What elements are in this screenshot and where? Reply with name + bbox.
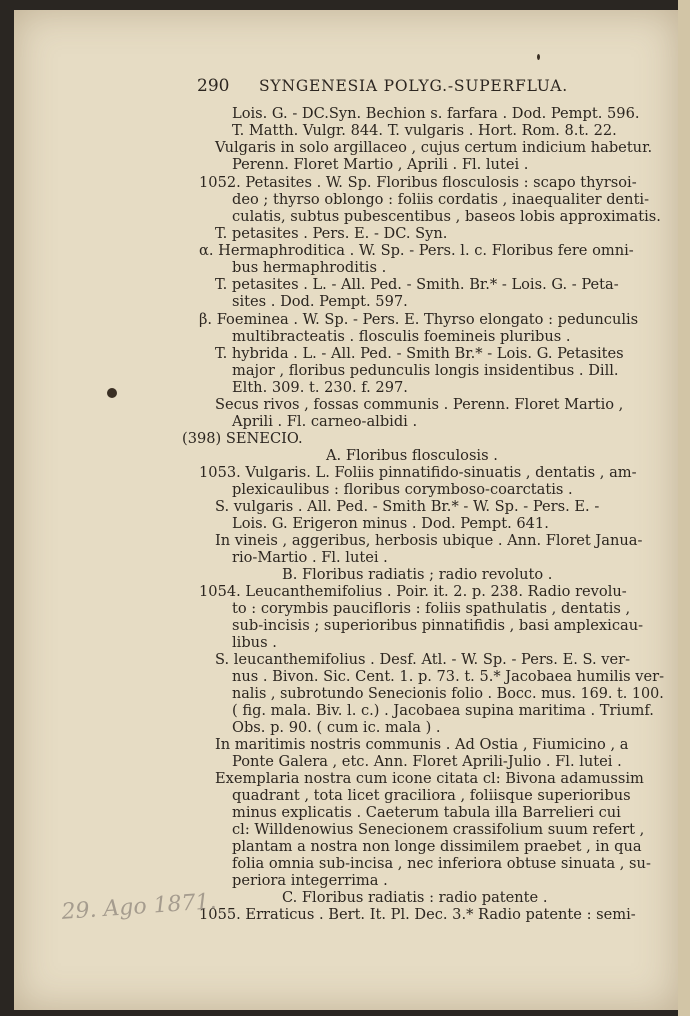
- text-line: Obs. p. 90. ( cum ic. mala ) .: [232, 719, 441, 736]
- text-line: Elth. 309. t. 230. f. 297.: [232, 379, 408, 396]
- text-line: quadrant , tota licet graciliora , foliisque superioribus: [232, 787, 631, 804]
- text-line: Perenn. Floret Martio , Aprili . Fl. lutei .: [232, 156, 529, 173]
- text-line: nus . Bivon. Sic. Cent. 1. p. 73. t. 5.* Jacobaea humilis ver-: [232, 668, 665, 685]
- text-line: sub-incisis ; superioribus pinnatifidis , basi amplexicau-: [232, 617, 644, 634]
- text-line: 1054. Leucanthemifolius . Poir. it. 2. p. 238. Radio revolu-: [199, 583, 627, 600]
- page-edge: [678, 0, 690, 1016]
- text-line: ( fig. mala. Biv. l. c.) . Jacobaea supina maritima . Triumf.: [232, 702, 654, 719]
- text-line: In maritimis nostris communis . Ad Ostia , Fiumicino , a: [215, 736, 629, 753]
- text-line: α. Hermaphroditica . W. Sp. - Pers. l. c. Floribus fere omni-: [199, 242, 634, 259]
- text-line: S. leucanthemifolius . Desf. Atl. - W. Sp. - Pers. E. S. ver-: [215, 651, 631, 668]
- text-line: β. Foeminea . W. Sp. - Pers. E. Thyrso elongato : pedunculis: [199, 311, 639, 328]
- text-line: T. hybrida . L. - All. Ped. - Smith Br.* - Lois. G. Petasites: [215, 345, 624, 362]
- text-line: bus hermaphroditis .: [232, 259, 387, 276]
- text-line: 1052. Petasites . W. Sp. Floribus flosculosis : scapo thyrsoi-: [199, 174, 637, 191]
- text-line: plantam a nostra non longe dissimilem praebet , in qua: [232, 838, 642, 855]
- text-line: Aprili . Fl. carneo-albidi .: [232, 413, 418, 430]
- text-line: 1055. Erraticus . Bert. It. Pl. Dec. 3.* Radio patente : semi-: [199, 906, 636, 923]
- text-line: periora integerrima .: [232, 872, 388, 889]
- text-line: Lois. G. - DC.Syn. Bechion s. farfara . Dod. Pempt. 596.: [232, 105, 640, 122]
- text-line: folia omnia sub-incisa , nec inferiora obtuse sinuata , su-: [232, 855, 651, 872]
- text-line: Secus rivos , fossas communis . Perenn. Floret Martio ,: [215, 396, 624, 413]
- text-line: Vulgaris in solo argillaceo , cujus certum indicium habetur.: [215, 139, 653, 156]
- text-line: culatis, subtus pubescentibus , baseos lobis approximatis.: [232, 208, 661, 225]
- text-line: T. Matth. Vulgr. 844. T. vulgaris . Hort. Rom. 8.t. 22.: [232, 122, 617, 139]
- text-line: rio-Martio . Fl. lutei .: [232, 549, 388, 566]
- text-line: cl: Willdenowius Senecionem crassifolium suum refert ,: [232, 821, 645, 838]
- text-line: S. vulgaris . All. Ped. - Smith Br.* - W. Sp. - Pers. E. -: [215, 498, 600, 515]
- ink-spot: [107, 388, 117, 398]
- section-heading: A. Floribus flosculosis .: [326, 447, 498, 464]
- text-line: Lois. G. Erigeron minus . Dod. Pempt. 641.: [232, 515, 549, 532]
- text-line: deo ; thyrso oblongo : foliis cordatis , inaequaliter denti-: [232, 191, 650, 208]
- text-line: plexicaulibus : floribus corymboso-coarctatis .: [232, 481, 573, 498]
- genus-heading: (398) SENECIO.: [182, 430, 303, 447]
- page-content: [14, 10, 678, 1010]
- running-title: SYNGENESIA POLYG.-SUPERFLUA.: [259, 77, 568, 95]
- text-line: to : corymbis paucifloris : foliis spathulatis , dentatis ,: [232, 600, 631, 617]
- text-line: major , floribus pedunculis longis insidentibus . Dill.: [232, 362, 619, 379]
- section-heading: B. Floribus radiatis ; radio revoluto .: [282, 566, 553, 583]
- text-line: Ponte Galera , etc. Ann. Floret Aprili-Julio . Fl. lutei .: [232, 753, 622, 770]
- text-line: minus explicatis . Caeterum tabula illa Barrelieri cui: [232, 804, 621, 821]
- text-line: 1053. Vulgaris. L. Foliis pinnatifido-sinuatis , dentatis , am-: [199, 464, 637, 481]
- page-number: 290: [197, 76, 230, 96]
- handwritten-date: 29. Ago 1871.: [60, 889, 218, 925]
- text-line: Exemplaria nostra cum icone citata cl: Bivona adamussim: [215, 770, 644, 787]
- ink-spot: [537, 54, 540, 60]
- text-line: libus .: [232, 634, 277, 651]
- text-line: T. petasites . L. - All. Ped. - Smith. Br.* - Lois. G. - Peta-: [215, 276, 619, 293]
- text-line: multibracteatis . flosculis foemineis pluribus .: [232, 328, 571, 345]
- book-page: [14, 10, 678, 1010]
- text-line: nalis , subrotundo Senecionis folio . Bocc. mus. 169. t. 100.: [232, 685, 664, 702]
- section-heading: C. Floribus radiatis : radio patente .: [282, 889, 548, 906]
- text-line: T. petasites . Pers. E. - DC. Syn.: [215, 225, 448, 242]
- text-line: In vineis , aggeribus, herbosis ubique . Ann. Floret Janua-: [215, 532, 643, 549]
- text-line: sites . Dod. Pempt. 597.: [232, 293, 408, 310]
